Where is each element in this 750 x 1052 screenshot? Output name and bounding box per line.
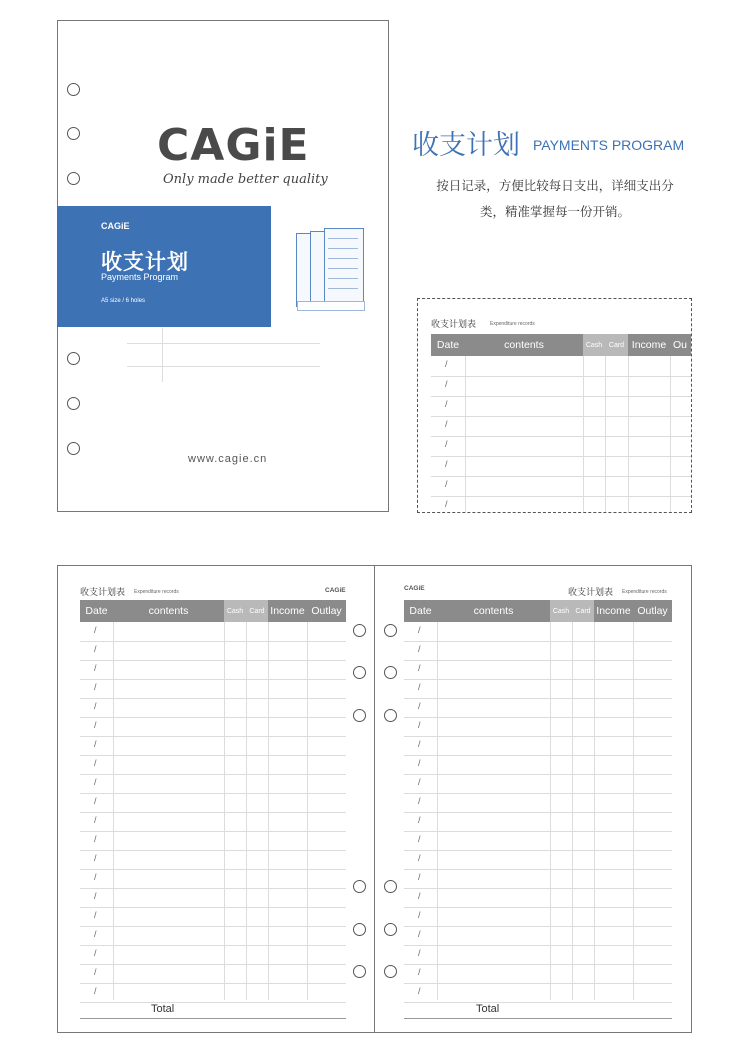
table-row-line <box>404 888 672 889</box>
row-date-marker: / <box>94 929 97 939</box>
cover-line <box>127 343 320 344</box>
left-total-label: Total <box>151 1003 175 1015</box>
left-title-cn: 收支计划表 <box>80 587 126 597</box>
table-row-line <box>404 869 672 870</box>
heading-description <box>410 173 700 225</box>
table-row-line <box>404 964 672 965</box>
row-date-marker: / <box>418 758 421 768</box>
table-row-line <box>404 831 672 832</box>
table-row-line <box>404 698 672 699</box>
table-row-line <box>404 926 672 927</box>
row-date-marker: / <box>94 682 97 692</box>
mini-sheets-caption-bar <box>297 301 365 311</box>
row-date-marker: / <box>418 739 421 749</box>
row-date-marker: / <box>418 910 421 920</box>
row-date-marker: / <box>94 872 97 882</box>
row-date-marker: / <box>418 777 421 787</box>
col-income: Income <box>596 605 631 617</box>
table-col-line <box>550 622 551 1000</box>
row-date-marker: / <box>445 479 448 489</box>
table-row-line <box>404 660 672 661</box>
table-col-line <box>670 356 671 513</box>
left-table-header <box>80 600 346 622</box>
col-contents: contents <box>148 605 189 617</box>
cover-line <box>162 328 163 382</box>
mini-sheets-illustration <box>296 228 364 310</box>
row-date-marker: / <box>418 644 421 654</box>
binder-hole <box>67 352 80 365</box>
binder-hole <box>67 127 80 140</box>
table-col-line <box>605 356 606 513</box>
sheet-preview <box>417 298 692 513</box>
col-income: Income <box>270 605 305 617</box>
row-date-marker: / <box>94 834 97 844</box>
col-outlay: Outlay <box>311 605 342 617</box>
preview-col-contents: contents <box>504 339 544 351</box>
row-date-marker: / <box>445 439 448 449</box>
binder-hole <box>353 666 366 679</box>
binder-hole <box>67 172 80 185</box>
col-card: Card <box>246 600 268 622</box>
table-row-line <box>404 1002 672 1003</box>
binder-hole <box>384 965 397 978</box>
preview-col-outlay: Ou <box>673 339 688 351</box>
right-title-cn: 收支计划表 <box>568 587 614 597</box>
table-col-line <box>113 622 114 1000</box>
row-date-marker: / <box>94 796 97 806</box>
cover-title-band <box>57 206 271 327</box>
row-date-marker: / <box>94 758 97 768</box>
binder-hole <box>384 709 397 722</box>
band-size: A5 size / 6 holes <box>101 298 146 304</box>
preview-col-income: Income <box>631 339 667 351</box>
row-date-marker: / <box>418 815 421 825</box>
right-title-en: Expenditure records <box>622 589 667 595</box>
table-row-line <box>404 736 672 737</box>
col-outlay: Outlay <box>637 605 668 617</box>
table-col-line <box>572 622 573 1000</box>
table-row-line <box>404 774 672 775</box>
table-col-line <box>246 622 247 1000</box>
table-col-line <box>628 356 629 513</box>
binder-hole <box>353 709 366 722</box>
binder-hole <box>384 880 397 893</box>
binder-hole <box>353 880 366 893</box>
table-row-line <box>431 456 692 457</box>
right-table-header <box>404 600 672 622</box>
col-cash: Cash <box>550 600 572 622</box>
table-row-line <box>431 436 692 437</box>
row-date-marker: / <box>94 910 97 920</box>
row-date-marker: / <box>445 419 448 429</box>
table-row-line <box>431 396 692 397</box>
table-row-line <box>431 416 692 417</box>
row-date-marker: / <box>445 499 448 509</box>
binder-hole <box>67 397 80 410</box>
row-date-marker: / <box>94 701 97 711</box>
table-col-line <box>633 622 634 1000</box>
heading-description-line: 按日记录，方便比较每日支出，详细支出分 <box>436 179 674 193</box>
row-date-marker: / <box>418 625 421 635</box>
brand-url: www.cagie.cn <box>188 453 268 465</box>
table-row-line <box>404 907 672 908</box>
row-date-marker: / <box>418 682 421 692</box>
binder-hole <box>67 442 80 455</box>
table-row-line <box>404 717 672 718</box>
row-date-marker: / <box>94 986 97 996</box>
right-page <box>374 565 692 1033</box>
row-date-marker: / <box>418 872 421 882</box>
binder-hole <box>67 83 80 96</box>
row-date-marker: / <box>418 720 421 730</box>
binder-hole <box>384 624 397 637</box>
table-col-line <box>465 356 466 513</box>
row-date-marker: / <box>94 739 97 749</box>
col-date: Date <box>85 605 108 617</box>
preview-title-en: Expenditure records <box>490 321 535 327</box>
table-row-line <box>431 496 692 497</box>
table-col-line <box>307 622 308 1000</box>
brand-logo: CAGiE <box>157 120 310 171</box>
row-date-marker: / <box>94 967 97 977</box>
table-row-line <box>431 376 692 377</box>
row-date-marker: / <box>94 663 97 673</box>
col-date: Date <box>409 605 432 617</box>
binder-hole <box>384 923 397 936</box>
table-col-line <box>437 622 438 1000</box>
binder-hole <box>353 923 366 936</box>
table-col-line <box>583 356 584 513</box>
heading-description-line: 类，精准掌握每一份开销。 <box>479 205 630 219</box>
preview-table-header <box>431 334 692 356</box>
band-title-cn: 收支计划 <box>101 251 189 274</box>
row-date-marker: / <box>94 891 97 901</box>
table-row-line <box>431 476 692 477</box>
row-date-marker: / <box>94 777 97 787</box>
preview-col-date: Date <box>436 339 460 351</box>
row-date-marker: / <box>94 815 97 825</box>
row-date-marker: / <box>418 986 421 996</box>
cover-line <box>127 366 320 367</box>
preview-col-cash: Cash <box>583 334 605 356</box>
band-brand: CAGiE <box>101 221 130 231</box>
row-date-marker: / <box>418 891 421 901</box>
brand-tagline: Only made better quality <box>163 172 328 187</box>
left-page <box>57 565 375 1033</box>
left-title-en: Expenditure records <box>134 589 179 595</box>
band-title-en: Payments Program <box>101 272 179 282</box>
left-brand: CAGiE <box>325 587 346 594</box>
preview-col-card: Card <box>605 334 628 356</box>
row-date-marker: / <box>445 379 448 389</box>
table-col-line <box>224 622 225 1000</box>
col-contents: contents <box>473 605 514 617</box>
row-date-marker: / <box>418 701 421 711</box>
row-date-marker: / <box>445 459 448 469</box>
table-col-line <box>268 622 269 1000</box>
row-date-marker: / <box>445 359 448 369</box>
table-row-line <box>404 679 672 680</box>
row-date-marker: / <box>418 948 421 958</box>
table-row-line <box>404 793 672 794</box>
row-date-marker: / <box>418 929 421 939</box>
binder-hole <box>353 965 366 978</box>
preview-title-cn: 收支计划表 <box>431 319 477 329</box>
col-cash: Cash <box>224 600 246 622</box>
table-row-line <box>404 641 672 642</box>
table-row-line <box>404 755 672 756</box>
row-date-marker: / <box>94 644 97 654</box>
heading-title-cn: 收支计划 <box>412 130 520 160</box>
table-row-line <box>404 983 672 984</box>
table-row-line <box>404 850 672 851</box>
table-row-line <box>404 812 672 813</box>
row-date-marker: / <box>94 853 97 863</box>
row-date-marker: / <box>94 720 97 730</box>
heading-title-en: PAYMENTS PROGRAM <box>533 137 685 153</box>
right-total-label: Total <box>476 1003 500 1015</box>
row-date-marker: / <box>418 853 421 863</box>
binder-hole <box>353 624 366 637</box>
row-date-marker: / <box>445 399 448 409</box>
row-date-marker: / <box>94 948 97 958</box>
row-date-marker: / <box>418 663 421 673</box>
col-card: Card <box>572 600 594 622</box>
row-date-marker: / <box>418 834 421 844</box>
left-total-line <box>80 1018 346 1019</box>
right-total-line <box>404 1018 672 1019</box>
table-row-line <box>80 1002 346 1003</box>
right-brand: CAGiE <box>404 585 425 592</box>
row-date-marker: / <box>418 796 421 806</box>
table-row-line <box>404 945 672 946</box>
row-date-marker: / <box>418 967 421 977</box>
table-col-line <box>594 622 595 1000</box>
row-date-marker: / <box>94 625 97 635</box>
binder-hole <box>384 666 397 679</box>
